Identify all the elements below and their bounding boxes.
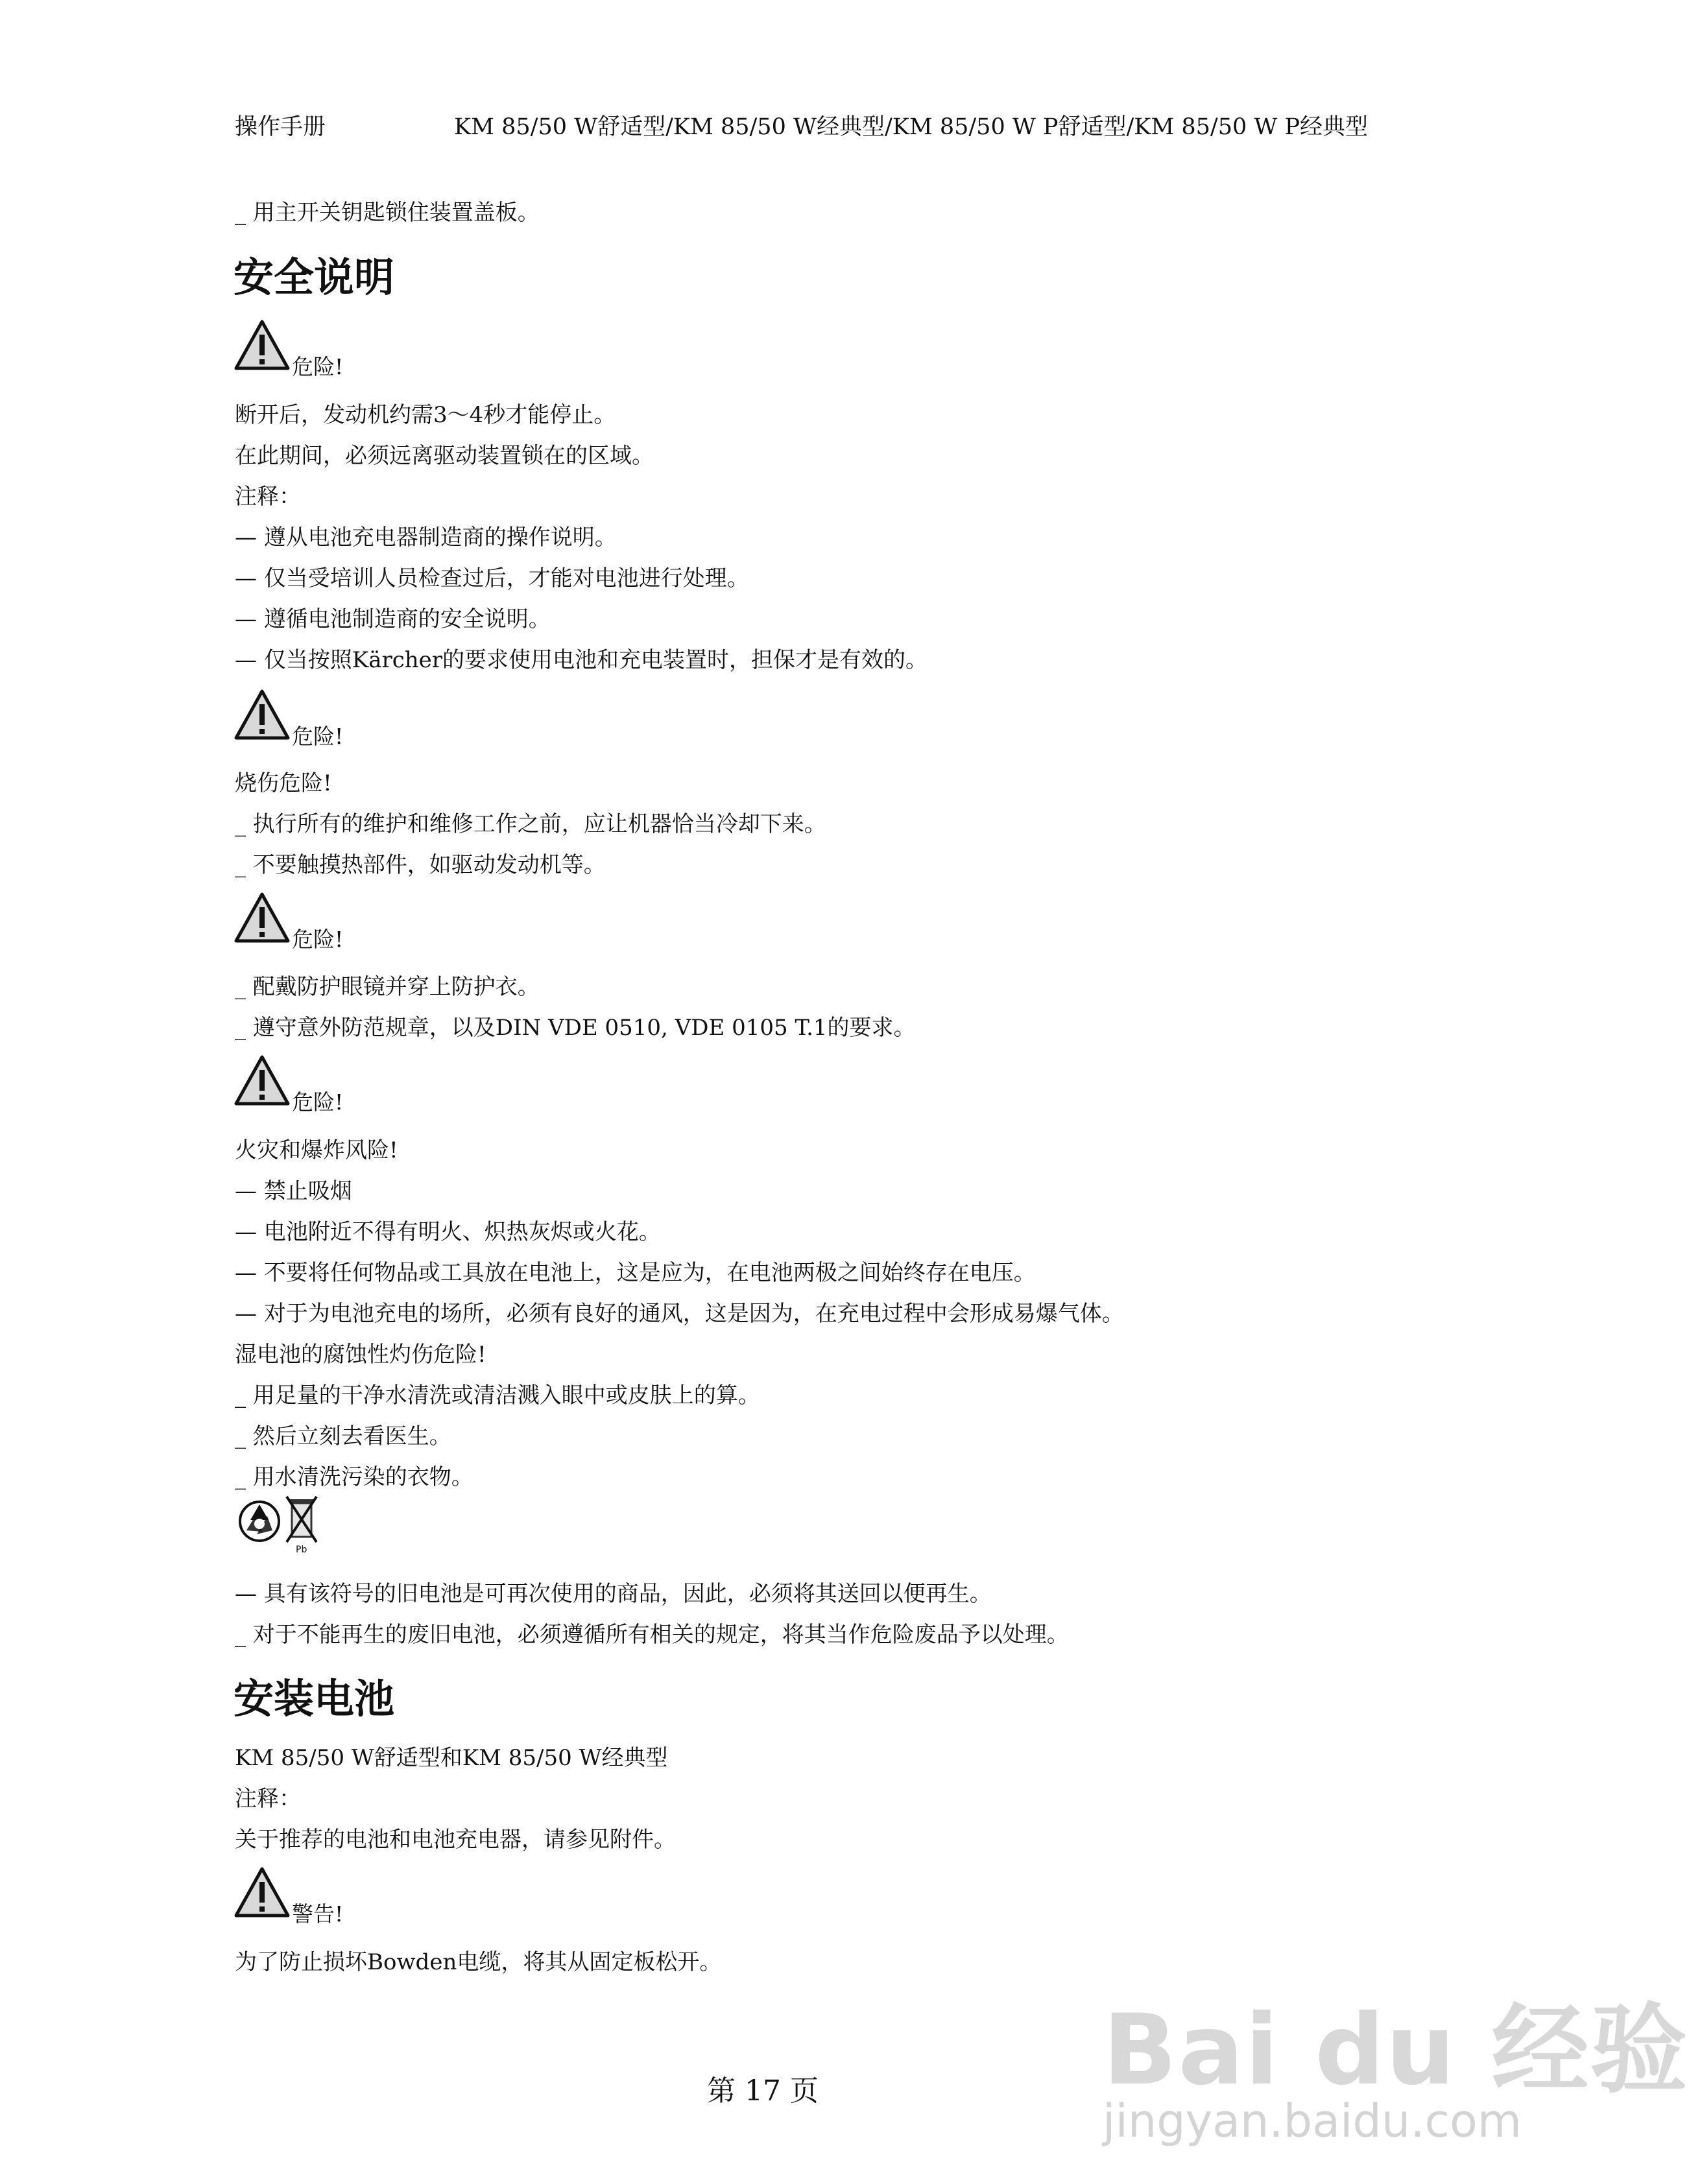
intro-line: _ 用主开关钥匙锁住装置盖板。 — [235, 200, 540, 226]
list-item: — 仅当按照Kärcher的要求使用电池和充电装置时，担保才是有效的。 — [235, 647, 928, 673]
list-item: _ 不要触摸热部件，如驱动发动机等。 — [235, 852, 606, 878]
list-item: — 电池附近不得有明火、炽热灰烬或火花。 — [235, 1219, 661, 1245]
text-line: 注释： — [235, 484, 301, 510]
text-line: 湿电池的腐蚀性灼伤危险! — [235, 1342, 486, 1368]
warning-triangle-icon — [234, 689, 291, 741]
text-line: KM 85/50 W舒适型和KM 85/50 W经典型 — [235, 1745, 668, 1771]
header-model-list: KM 85/50 W舒适型/KM 85/50 W经典型/KM 85/50 W P舒适型/KM 85/50 W P经典型 — [454, 114, 1369, 140]
section-title-install-battery: 安装电池 — [234, 1675, 395, 1722]
pb-label: Pb — [296, 1545, 307, 1555]
page-number: 第 17 页 — [707, 2074, 819, 2107]
text-line: 为了防止损坏Bowden电缆，将其从固定板松开。 — [235, 1949, 722, 1975]
list-item: — 遵从电池充电器制造商的操作说明。 — [235, 525, 617, 551]
warning-label: 危险! — [292, 1089, 344, 1115]
warning-triangle-icon — [234, 1866, 291, 1918]
list-item: _ 用足量的干净水清洗或清洁溅入眼中或皮肤上的算。 — [235, 1383, 760, 1408]
warning-label: 危险! — [292, 354, 344, 379]
list-item: — 遵循电池制造商的安全说明。 — [235, 606, 551, 632]
watermark-brand: Bai du 经验 — [1103, 1994, 1689, 2107]
warning-triangle-icon — [234, 892, 291, 944]
warning-triangle-icon — [234, 319, 291, 371]
list-item: _ 对于不能再生的废旧电池，必须遵循所有相关的规定，将其当作危险废品予以处理。 — [235, 1622, 1069, 1648]
text-line: 关于推荐的电池和电池充电器，请参见附件。 — [235, 1827, 676, 1853]
list-item: _ 遵守意外防范规章，以及DIN VDE 0510, VDE 0105 T.1的要求。 — [235, 1015, 916, 1041]
recycle-symbols — [234, 1494, 324, 1556]
warning-label: 危险! — [292, 927, 344, 952]
list-item: — 具有该符号的旧电池是可再次使用的商品，因此，必须将其送回以便再生。 — [235, 1581, 992, 1607]
list-item: _ 配戴防护眼镜并穿上防护衣。 — [235, 974, 540, 1000]
list-item: — 禁止吸烟 — [235, 1178, 352, 1204]
list-item: _ 执行所有的维护和维修工作之前，应让机器恰当冷却下来。 — [235, 811, 826, 837]
header-manual-label: 操作手册 — [235, 114, 326, 140]
list-item: — 仅当受培训人员检查过后，才能对电池进行处理。 — [235, 565, 749, 591]
list-item: _ 用水清洗污染的衣物。 — [235, 1464, 473, 1490]
section-title-safety: 安全说明 — [234, 254, 395, 301]
list-item: _ 然后立刻去看医生。 — [235, 1423, 451, 1449]
warning-label: 警告! — [292, 1901, 344, 1927]
text-line: 注释： — [235, 1786, 301, 1812]
watermark-url: jingyan.baidu.com — [1103, 2095, 1522, 2148]
text-line: 在此期间，必须远离驱动装置锁在的区域。 — [235, 443, 654, 469]
text-line: 烧伤危险! — [235, 770, 332, 796]
text-line: 火灾和爆炸风险! — [235, 1137, 398, 1163]
warning-label: 危险! — [292, 724, 344, 749]
warning-triangle-icon — [234, 1054, 291, 1106]
text-line: 断开后，发动机约需3～4秒才能停止。 — [235, 402, 616, 428]
list-item: — 不要将任何物品或工具放在电池上，这是应为，在电池两极之间始终存在电压。 — [235, 1260, 1036, 1286]
list-item: — 对于为电池充电的场所，必须有良好的通风，这是因为，在充电过程中会形成易爆气体。 — [235, 1301, 1124, 1327]
